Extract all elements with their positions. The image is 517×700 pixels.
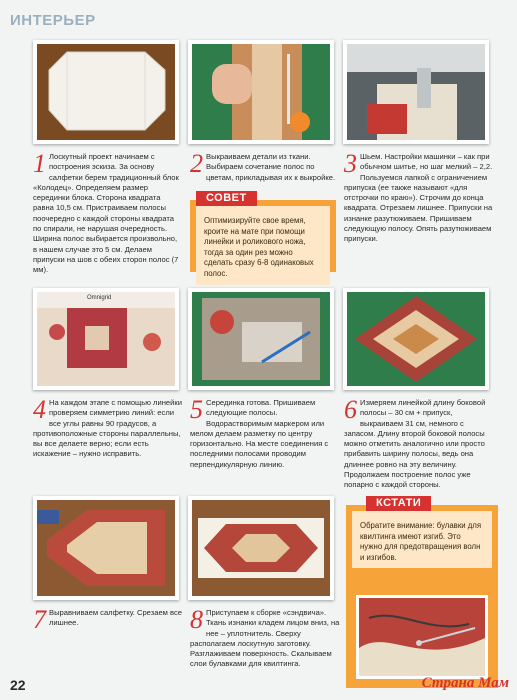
step-6: [344, 395, 494, 491]
step-8: [190, 605, 340, 670]
step-text: Серединка готова. Пришиваем следующие полосы. Водорастворимым маркером или мелом делаем разметку по центру горизонтально. На месте соединения с последними полосами проводим перпендикулярную линию.: [190, 398, 329, 469]
section-label: ИНТЕРЬЕР: [10, 12, 96, 29]
site-watermark: Страна Мам: [421, 675, 509, 691]
photo-step-2: [188, 40, 334, 144]
photo-step-1: [33, 40, 179, 144]
quilt-sandwich-image: [192, 500, 330, 596]
page-number: 22: [10, 677, 26, 693]
paper-sketch-image: [37, 44, 175, 140]
fabric-ruler-image: [37, 292, 175, 386]
cutting-mat-image: [192, 44, 330, 140]
step-text: Измеряем линейкой длину боковой полосы – 30 см + припуск, выкраиваем 31 см, немного с запасом. Длину второй боковой полосы можно отметить аналогично или просто прибавить ширину полосы, ведь она длиннее ровно на эту величину. Продолжаем построение полос уже попарно с каждой стороны.: [344, 398, 486, 490]
photo-step-4: [33, 288, 179, 390]
step-text: Приступаем к сборке «сэндвича». Ткань изнанки кладем лицом вниз, на нее – уплотнитель. Сверху располагаем лоскутную заготовку. Разглаживаем поверхность. Скалываем слои булавками для квилтинга.: [190, 608, 340, 669]
photo-step-7: [33, 496, 179, 600]
photo-step-5: [188, 288, 334, 390]
step-text: Выравниваем салфетку. Срезаем все лишнее.: [49, 608, 182, 628]
tip-title: СОВЕТ: [196, 191, 257, 206]
step-text: На каждом этапе с помощью линейки проверяем симметрию линий: если все углы равны 90 градусов, а противоположные стороны параллельны, вы все делаете верно; если есть искажение – нужно исправить.: [33, 398, 182, 459]
step-number: 4: [33, 395, 46, 424]
pin-photo: [356, 595, 488, 679]
step-number: 7: [33, 605, 46, 634]
step-number: 5: [190, 395, 203, 424]
step-7: [33, 605, 183, 634]
step-number: 2: [190, 149, 203, 178]
log-cabin-block-image: [347, 292, 485, 386]
quilting-pin-image: [359, 598, 485, 676]
step-text: Лоскутный проект начинаем с построения эскиза. За основу салфетки берем традиционный блок «Колодец». Определяем размер серединки блока. Сторона квадрата равна 10,5 см. Пристраиваем полосы поочередно с каждой стороны квадрата по спирали, не нарушая очередность. Ширина полос выбирается произвольно, в нашем случае это 5 см. Делаем припуски на шов с обеих сторон полос (7 мм).: [33, 152, 179, 275]
tip-text: Обратите внимание: булавки для квилтинга имеют изгиб. Это нужно для предотвращения волн и изгибов.: [352, 511, 492, 568]
step-number: 1: [33, 149, 46, 178]
step-number: 3: [344, 149, 357, 178]
sewing-machine-image: [347, 44, 485, 140]
tip-kstati: [346, 497, 498, 688]
step-3: [344, 149, 494, 245]
tip-text: Оптимизируйте свое время, кроите на мате при помощи линейки и роликового ножа, тогда за один рез можно сделать сразу 6-8 одинаковых полос.: [196, 206, 330, 285]
step-1: [33, 149, 183, 276]
tip-title: КСТАТИ: [366, 496, 431, 511]
marker-fabric-image: [192, 292, 330, 386]
photo-step-8: [188, 496, 334, 600]
step-text: Шьем. Настройки машинки – как при обычном шитье, но шаг мелкий – 2,2. Пользуемся лапкой с ограничением припуска (ее также называют «для отстрочки по краю»). Строчим до конца квадрата. Отрезаем лишнее. Припуски на изнанке разутюживаем. Пришиваем следующую полосу. Опять разутюживаем припуски.: [344, 152, 493, 244]
step-number: 8: [190, 605, 203, 634]
step-number: 6: [344, 395, 357, 424]
step-text: Выкраиваем детали из ткани. Выбираем сочетание полос по цветам, прикладывая их к выкройке.: [206, 152, 336, 182]
tip-sovet: [190, 192, 336, 278]
photo-step-6: [343, 288, 489, 390]
ruler-brand-label: Omnigrid: [87, 295, 112, 301]
step-4: [33, 395, 183, 460]
photo-step-3: [343, 40, 489, 144]
step-5: [190, 395, 338, 470]
trimmed-runner-image: [37, 500, 175, 596]
step-2: [190, 149, 338, 183]
